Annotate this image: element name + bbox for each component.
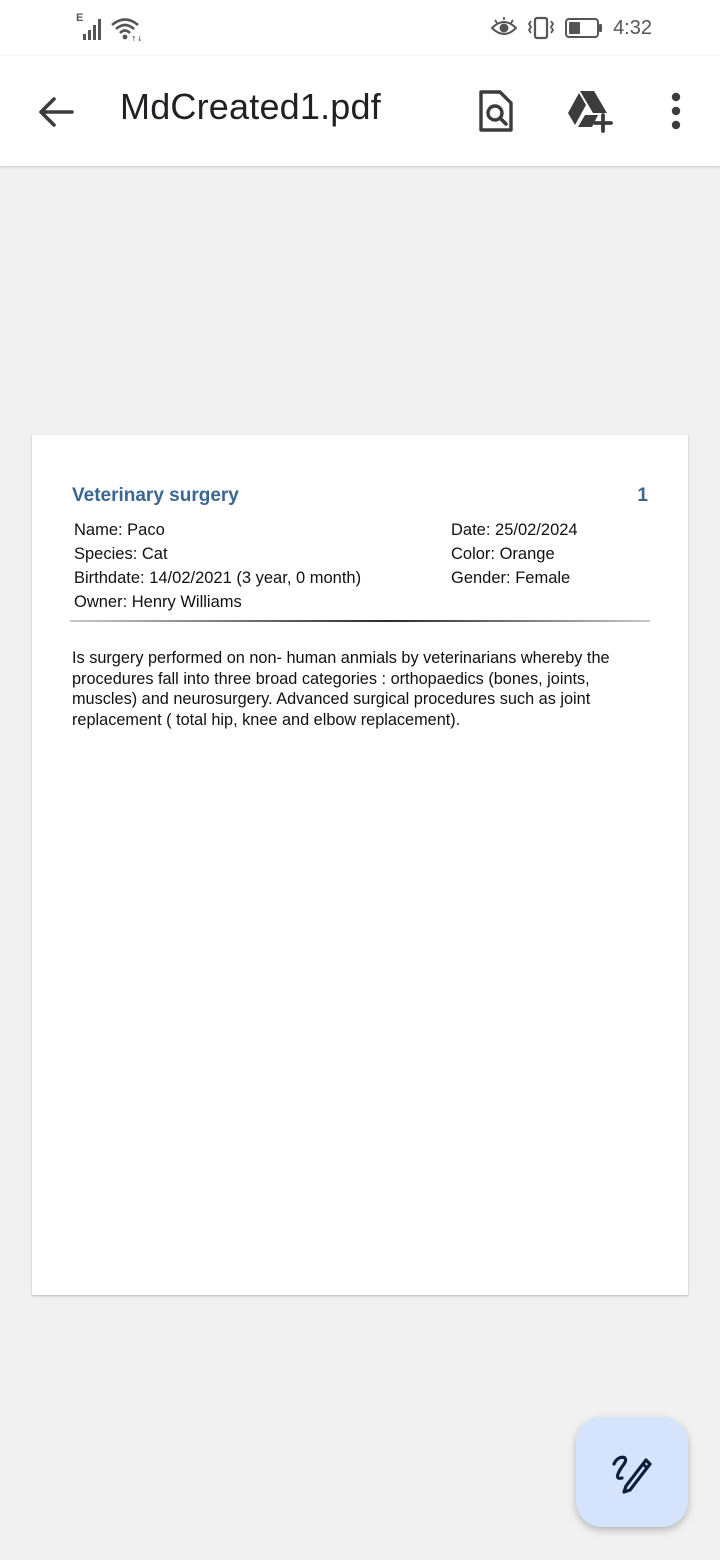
battery-icon [565,17,603,39]
back-button[interactable] [36,92,76,132]
svg-text:↑↓: ↑↓ [131,35,143,43]
header-divider [70,620,650,622]
patient-species: Species: Cat [74,545,168,563]
patient-color: Color: Orange [451,545,555,563]
arrow-back-icon [36,92,76,132]
patient-info-left [74,518,361,614]
page-number: 1 [637,485,648,506]
patient-birthdate: Birthdate: 14/02/2021 (3 year, 0 month) [74,569,362,587]
more-options-button[interactable] [651,86,701,136]
wifi-icon [110,16,143,43]
find-in-document-button[interactable] [471,86,521,136]
annotate-fab-button[interactable] [576,1417,688,1527]
patient-owner: Owner: Henry Williams [74,593,242,611]
find-in-page-icon [476,89,516,133]
status-time: 4:32 [613,16,652,39]
body-line: procedures fall into three broad categories : orthopaedics (bones, joints, [72,669,590,688]
vibrate-icon [527,16,555,40]
app-bar [0,56,720,166]
status-bar [0,0,720,56]
document-heading: Veterinary surgery [72,485,239,506]
add-to-drive-button[interactable] [565,86,615,136]
document-body [72,648,652,730]
body-line: Is surgery performed on non- human anmials by veterinarians whereby the [72,649,610,667]
pdf-page[interactable] [32,435,688,1295]
status-right-group [491,14,652,42]
eye-icon [491,17,517,39]
more-vert-icon [670,91,682,131]
status-left-group [76,12,143,43]
body-line: replacement ( total hip, knee and elbow replacement). [72,710,461,729]
patient-name: Name: Paco [74,521,165,539]
document-filename: MdCreated1.pdf [120,86,381,127]
drive-add-icon [565,89,615,133]
signal-icon [76,12,104,42]
patient-gender: Gender: Female [451,569,571,587]
body-line: muscles) and neurosurgery. Advanced surgical procedures such as joint [72,690,591,708]
draw-pen-icon [610,1450,654,1494]
patient-info-right [451,518,578,590]
network-type-label: E [76,12,84,24]
visit-date: Date: 25/02/2024 [451,521,578,539]
